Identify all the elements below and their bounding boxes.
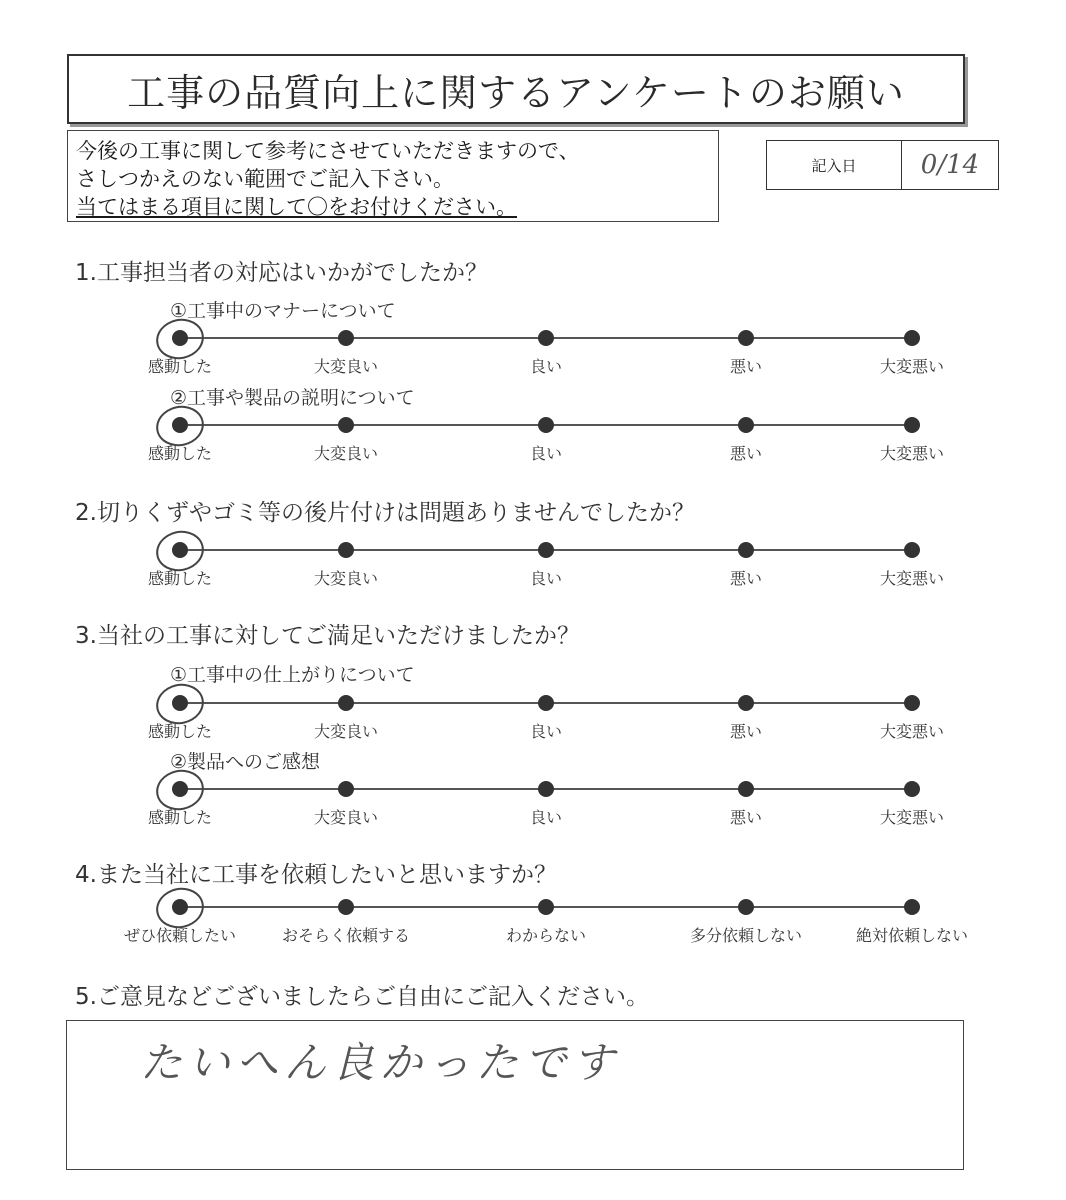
question-2: 2.切りくずやゴミ等の後片付けは問題ありませんでしたか？ xyxy=(75,500,695,526)
rating-scale-q3-1 xyxy=(0,693,1066,773)
scale-option-label: 悪い xyxy=(729,808,763,827)
scale-option-dot[interactable] xyxy=(738,417,754,433)
scale-option-dot[interactable] xyxy=(904,542,920,558)
scale-option-label: 感動した xyxy=(147,808,213,827)
scale-option-dot[interactable] xyxy=(338,695,354,711)
scale-option-label: ぜひ依頼したい xyxy=(123,926,237,945)
scale-option-dot[interactable] xyxy=(904,695,920,711)
scale-option-label: 悪い xyxy=(729,569,763,588)
scale-option-dot[interactable] xyxy=(904,899,920,915)
scale-option-dot[interactable] xyxy=(538,695,554,711)
scale-option-label: 絶対依頼しない xyxy=(855,926,969,945)
scale-option-dot[interactable] xyxy=(538,899,554,915)
question-3-sub-1: ①工事中の仕上がりについて xyxy=(170,664,415,686)
scale-option-dot[interactable] xyxy=(538,542,554,558)
scale-option-label: 大変良い xyxy=(313,444,379,463)
scale-option-label: 大変悪い xyxy=(879,569,945,588)
question-1: 1.工事担当者の対応はいかがでしたか？ xyxy=(75,260,488,286)
scale-option-dot[interactable] xyxy=(738,542,754,558)
scale-option-dot[interactable] xyxy=(904,417,920,433)
scale-option-dot[interactable] xyxy=(338,781,354,797)
question-5: 5.ご意見などございましたらご自由にご記入ください。 xyxy=(75,984,649,1010)
scale-option-label: 感動した xyxy=(147,569,213,588)
question-3: 3.当社の工事に対してご満足いただけましたか？ xyxy=(75,623,580,649)
scale-option-dot[interactable] xyxy=(738,330,754,346)
scale-option-label: 感動した xyxy=(147,722,213,741)
rating-scale-q2 xyxy=(0,540,1066,620)
scale-option-dot[interactable] xyxy=(904,330,920,346)
scale-option-label: 大変良い xyxy=(313,569,379,588)
date-box xyxy=(766,140,999,190)
scale-option-label: 感動した xyxy=(147,444,213,463)
scale-option-label: わからない xyxy=(505,926,587,945)
scale-option-label: 良い xyxy=(529,808,563,827)
scale-option-label: おそらく依頼する xyxy=(281,926,411,945)
intro-line-2: さしつかえのない範囲でご記入下さい。 xyxy=(76,167,454,191)
date-value[interactable]: 0/14 xyxy=(920,150,980,180)
question-1-sub-1: ①工事中のマナーについて xyxy=(170,300,396,322)
rating-scale-q4 xyxy=(0,897,1066,977)
scale-option-dot[interactable] xyxy=(738,695,754,711)
scale-option-dot[interactable] xyxy=(338,330,354,346)
scale-option-label: 良い xyxy=(529,357,563,376)
scale-option-label: 多分依頼しない xyxy=(689,926,803,945)
scale-option-label: 大変悪い xyxy=(879,444,945,463)
scale-option-dot[interactable] xyxy=(738,781,754,797)
scale-option-label: 大変悪い xyxy=(879,722,945,741)
scale-option-label: 悪い xyxy=(729,722,763,741)
intro-line-3: 当てはまる項目に関して〇をお付けください。 xyxy=(76,195,517,219)
scale-option-label: 感動した xyxy=(147,357,213,376)
scale-option-dot[interactable] xyxy=(738,899,754,915)
intro-line-1: 今後の工事に関して参考にさせていただきますので、 xyxy=(76,139,580,163)
rating-scale-q3-2 xyxy=(0,779,1066,859)
scale-option-label: 大変良い xyxy=(313,722,379,741)
scale-option-label: 良い xyxy=(529,444,563,463)
scale-option-label: 悪い xyxy=(729,357,763,376)
scale-option-label: 大変悪い xyxy=(879,808,945,827)
handwritten-comment: たいへん良かったです xyxy=(140,1038,621,1087)
scale-option-label: 大変悪い xyxy=(879,357,945,376)
date-label: 記入日 xyxy=(767,141,902,189)
scale-option-label: 良い xyxy=(529,722,563,741)
question-4: 4.また当社に工事を依頼したいと思いますか？ xyxy=(75,862,557,888)
rating-scale-q1-2 xyxy=(0,415,1066,495)
question-1-sub-2: ②工事や製品の説明について xyxy=(170,387,415,409)
scale-option-label: 良い xyxy=(529,569,563,588)
scale-option-dot[interactable] xyxy=(338,542,354,558)
scale-option-dot[interactable] xyxy=(904,781,920,797)
rating-scale-q1-1 xyxy=(0,328,1066,408)
survey-title-box xyxy=(67,54,965,124)
intro-box xyxy=(67,130,719,222)
survey-title: 工事の品質向上に関するアンケートのお願い xyxy=(127,70,905,115)
scale-option-dot[interactable] xyxy=(338,417,354,433)
question-3-sub-2: ②製品へのご感想 xyxy=(170,751,321,773)
scale-option-dot[interactable] xyxy=(538,781,554,797)
scale-option-label: 大変良い xyxy=(313,808,379,827)
scale-option-label: 悪い xyxy=(729,444,763,463)
scale-option-dot[interactable] xyxy=(338,899,354,915)
scale-option-dot[interactable] xyxy=(538,417,554,433)
scale-option-dot[interactable] xyxy=(538,330,554,346)
scale-option-label: 大変良い xyxy=(313,357,379,376)
